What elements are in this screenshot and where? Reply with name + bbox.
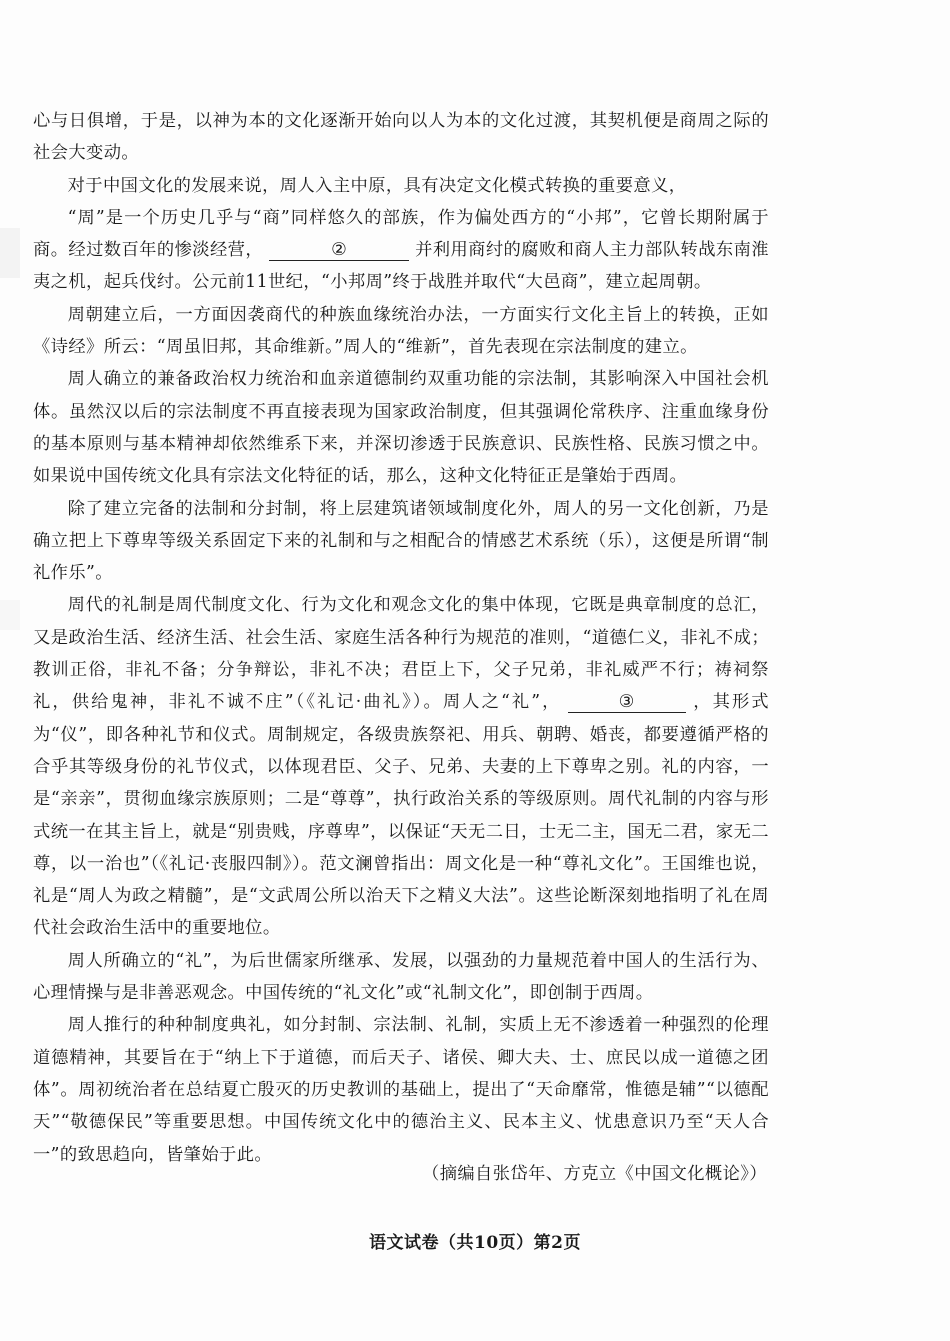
paragraph-with-blank-2: “周”是一个历史几乎与“商”同样悠久的部族，作为偏处西方的“小邦”，它曾长期附属于商。经过数百年的惨淡经营， ② 并利用商纣的腐败和商人主力部队转战东南淮夷之机，起兵伐纣。公元前11世纪，“小邦周”终于战胜并取代“大邑商”，建立起周朝。 [33, 207, 769, 293]
article-body [33, 105, 769, 1171]
page-footer: 语文试卷（共10页）第2页 [369, 1233, 581, 1253]
scan-artifact [0, 600, 20, 630]
paragraph: 周人确立的兼备政治权力统治和血亲道德制约双重功能的宗法制，其影响深入中国社会机体。虽然汉以后的宗法制度不再直接表现为国家政治制度，但其强调伦常秩序、注重血缘身份的基本原则与基本精神却依然维系下来，并深切渗透于民族意识、民族性格、民族习惯之中。如果说中国传统文化具有宗法文化特征的话，那么，这种文化特征正是肇始于西周。 [33, 369, 769, 487]
scan-artifact [0, 228, 20, 278]
paragraph: 除了建立完备的法制和分封制，将上层建筑诸领域制度化外，周人的另一文化创新，乃是确立把上下尊卑等级关系固定下来的礼制和与之相配合的情感艺术系统（乐），这便是所谓“制礼作乐”。 [33, 498, 769, 584]
paragraph: 周人推行的种种制度典礼，如分封制、宗法制、礼制，实质上无不渗透着一种强烈的伦理道德精神，其要旨在于“纳上下于道德，而后天子、诸侯、卿大夫、士、庶民以成一道德之团体”。周初统治者在总结夏亡殷灭的历史教训的基础上，提出了“天命靡常，惟德是辅”“以德配天”“敬德保民”等重要思想。中国传统文化中的德治主义、民本主义、忧患意识乃至“天人合一”的致思趋向，皆肇始于此。 [33, 1015, 769, 1165]
paragraph: 心与日俱增，于是，以神为本的文化逐渐开始向以人为本的文化过渡，其契机便是商周之际的社会大变动。 [33, 111, 769, 164]
paragraph-with-blank-3: 周代的礼制是周代制度文化、行为文化和观念文化的集中体现，它既是典章制度的总汇，又是政治生活、经济生活、社会生活、家庭生活各种行为规范的准则，“道德仁义，非礼不成；教训正俗，非礼不备；分争辩讼，非礼不决；君臣上下，父子兄弟，非礼威严不行；祷祠祭礼，供给鬼神，非礼不诚不庄”（《礼记·曲礼》）。周人之“礼”， ③ ，其形式为“仪”，即各种礼节和仪式。周制规定，各级贵族祭祀、用兵、朝聘、婚丧，都要遵循严格的合乎其等级身份的礼节仪式，以体现君臣、父子、兄弟、夫妻的上下尊卑之别。礼的内容，一是“亲亲”，贯彻血缘宗族原则；二是“尊尊”，执行政治关系的等级原则。周代礼制的内容与形式统一在其主旨上，就是“别贵贱，序尊卑”，以保证“天无二日，士无二主，国无二君，家无二尊，以一治也”（《礼记·丧服四制》）。范文澜曾指出：周文化是一种“尊礼文化”。王国维也说，礼是“周人为政之精髓”，是“文武周公所以治天下之精义大法”。这些论断深刻地指明了礼在周代社会政治生活中的重要地位。 [33, 595, 769, 939]
source-citation: （摘编自张岱年、方克立《中国文化概论》） [422, 1164, 767, 1184]
paragraph: 对于中国文化的发展来说，周人入主中原，具有决定文化模式转换的重要意义， [67, 175, 687, 196]
fill-blank-2: ② [269, 240, 409, 261]
paragraph: 周人所确立的“礼”，为后世儒家所继承、发展，以强劲的力量规范着中国人的生活行为、心理情操与是非善恶观念。中国传统的“礼文化”或“礼制文化”，即创制于西周。 [33, 950, 769, 1004]
paragraph: 周朝建立后，一方面因袭商代的种族血缘统治办法，一方面实行文化主旨上的转换，正如《诗经》所云：“周虽旧邦，其命维新。”周人的“维新”，首先表现在宗法制度的建立。 [33, 304, 769, 358]
fill-blank-3: ③ [568, 692, 686, 713]
